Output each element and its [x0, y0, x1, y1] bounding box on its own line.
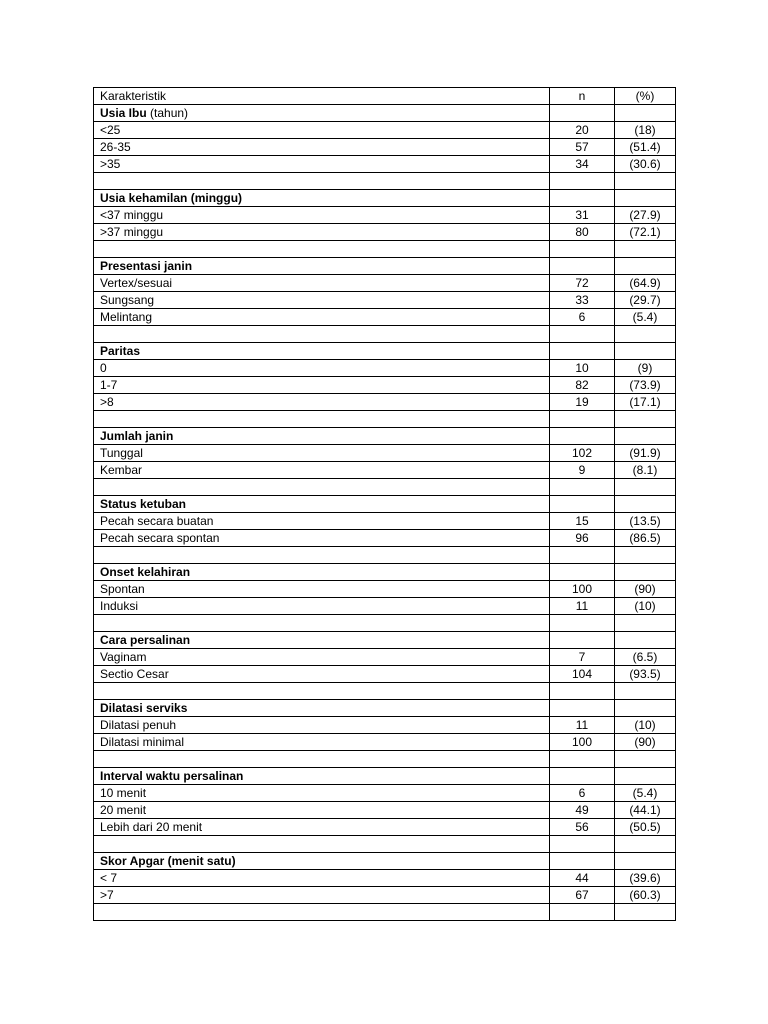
category-row: [94, 768, 676, 785]
table-row: [94, 156, 676, 173]
row-label: 10 menit: [94, 785, 550, 802]
row-label: Kembar: [94, 462, 550, 479]
row-n: 20: [550, 122, 615, 139]
row-n: 56: [550, 819, 615, 836]
table-row: [94, 360, 676, 377]
category-title-text: Dilatasi serviks: [100, 700, 188, 715]
category-title-text: Usia kehamilan (minggu): [100, 190, 243, 205]
header-percent: (%): [615, 88, 676, 105]
row-n: 100: [550, 581, 615, 598]
spacer-label-cell: [94, 615, 550, 632]
characteristics-table: [93, 87, 676, 921]
table-row: [94, 275, 676, 292]
row-percent: (8.1): [615, 462, 676, 479]
table-row: [94, 207, 676, 224]
spacer-n-cell: [550, 411, 615, 428]
row-n: 11: [550, 717, 615, 734]
row-percent: (27.9): [615, 207, 676, 224]
category-title-text: Paritas: [100, 343, 141, 358]
spacer-label-cell: [94, 904, 550, 921]
table-row: [94, 462, 676, 479]
spacer-row: [94, 241, 676, 258]
spacer-row: [94, 615, 676, 632]
category-percent-cell: [615, 853, 676, 870]
category-title-text: Interval waktu persalinan: [100, 768, 244, 783]
category-title: [94, 190, 550, 207]
table-row: [94, 394, 676, 411]
category-title: [94, 258, 550, 275]
category-n-cell: [550, 496, 615, 513]
spacer-row: [94, 411, 676, 428]
spacer-percent-cell: [615, 479, 676, 496]
row-label: Pecah secara buatan: [94, 513, 550, 530]
category-title: [94, 428, 550, 445]
row-percent: (64.9): [615, 275, 676, 292]
row-label: 0: [94, 360, 550, 377]
row-percent: (50.5): [615, 819, 676, 836]
spacer-percent-cell: [615, 751, 676, 768]
row-percent: (30.6): [615, 156, 676, 173]
spacer-label-cell: [94, 836, 550, 853]
category-title: [94, 564, 550, 581]
table-row: [94, 649, 676, 666]
table-row: [94, 598, 676, 615]
category-title: [94, 343, 550, 360]
spacer-row: [94, 751, 676, 768]
spacer-label-cell: [94, 241, 550, 258]
row-percent: (5.4): [615, 785, 676, 802]
table-row: [94, 377, 676, 394]
category-n-cell: [550, 853, 615, 870]
row-n: 44: [550, 870, 615, 887]
category-title: [94, 105, 550, 122]
spacer-label-cell: [94, 173, 550, 190]
category-title-text: Presentasi janin: [100, 258, 193, 273]
row-label: >8: [94, 394, 550, 411]
spacer-percent-cell: [615, 241, 676, 258]
row-percent: (93.5): [615, 666, 676, 683]
row-label: Spontan: [94, 581, 550, 598]
table-row: [94, 122, 676, 139]
category-title-text: Jumlah janin: [100, 428, 174, 443]
row-label: <37 minggu: [94, 207, 550, 224]
row-percent: (18): [615, 122, 676, 139]
row-percent: (6.5): [615, 649, 676, 666]
category-row: [94, 190, 676, 207]
row-label: Lebih dari 20 menit: [94, 819, 550, 836]
row-n: 6: [550, 785, 615, 802]
row-n: 49: [550, 802, 615, 819]
table-row: [94, 292, 676, 309]
spacer-n-cell: [550, 547, 615, 564]
category-n-cell: [550, 343, 615, 360]
category-percent-cell: [615, 700, 676, 717]
spacer-percent-cell: [615, 904, 676, 921]
category-title-text: Onset kelahiran: [100, 564, 191, 579]
row-percent: (13.5): [615, 513, 676, 530]
row-percent: (9): [615, 360, 676, 377]
spacer-percent-cell: [615, 411, 676, 428]
row-n: 34: [550, 156, 615, 173]
category-row: [94, 700, 676, 717]
category-title-suffix: (tahun): [146, 105, 189, 120]
category-row: [94, 428, 676, 445]
category-title: [94, 632, 550, 649]
row-label: Melintang: [94, 309, 550, 326]
spacer-n-cell: [550, 326, 615, 343]
spacer-label-cell: [94, 547, 550, 564]
row-n: 11: [550, 598, 615, 615]
table-row: [94, 785, 676, 802]
spacer-row: [94, 683, 676, 700]
header-characteristic: Karakteristik: [94, 88, 550, 105]
row-n: 67: [550, 887, 615, 904]
row-label: < 7: [94, 870, 550, 887]
category-row: [94, 496, 676, 513]
row-label: Dilatasi penuh: [94, 717, 550, 734]
row-label: Induksi: [94, 598, 550, 615]
category-title: [94, 700, 550, 717]
category-n-cell: [550, 258, 615, 275]
row-n: 15: [550, 513, 615, 530]
table-row: [94, 819, 676, 836]
category-row: [94, 258, 676, 275]
category-percent-cell: [615, 190, 676, 207]
category-n-cell: [550, 768, 615, 785]
table-row: [94, 887, 676, 904]
category-row: [94, 632, 676, 649]
spacer-row: [94, 547, 676, 564]
table-row: [94, 717, 676, 734]
row-label: Tunggal: [94, 445, 550, 462]
category-title: [94, 768, 550, 785]
row-percent: (10): [615, 717, 676, 734]
category-n-cell: [550, 190, 615, 207]
row-percent: (5.4): [615, 309, 676, 326]
row-percent: (60.3): [615, 887, 676, 904]
category-row: [94, 105, 676, 122]
category-row: [94, 564, 676, 581]
table-body: [94, 105, 676, 921]
row-label: >35: [94, 156, 550, 173]
table-row: [94, 581, 676, 598]
category-title-text: Status ketuban: [100, 496, 187, 511]
row-percent: (10): [615, 598, 676, 615]
category-percent-cell: [615, 105, 676, 122]
spacer-percent-cell: [615, 615, 676, 632]
category-title: [94, 496, 550, 513]
row-percent: (91.9): [615, 445, 676, 462]
row-n: 104: [550, 666, 615, 683]
row-n: 33: [550, 292, 615, 309]
category-title: [94, 853, 550, 870]
header-row: [94, 88, 676, 105]
category-row: [94, 853, 676, 870]
spacer-n-cell: [550, 904, 615, 921]
table-row: [94, 139, 676, 156]
spacer-n-cell: [550, 751, 615, 768]
spacer-row: [94, 326, 676, 343]
spacer-n-cell: [550, 479, 615, 496]
spacer-n-cell: [550, 615, 615, 632]
spacer-n-cell: [550, 683, 615, 700]
spacer-label-cell: [94, 411, 550, 428]
category-percent-cell: [615, 258, 676, 275]
row-percent: (86.5): [615, 530, 676, 547]
table-row: [94, 734, 676, 751]
category-percent-cell: [615, 768, 676, 785]
row-n: 9: [550, 462, 615, 479]
category-title-text: Cara persalinan: [100, 632, 191, 647]
spacer-label-cell: [94, 751, 550, 768]
spacer-row: [94, 479, 676, 496]
row-percent: (39.6): [615, 870, 676, 887]
spacer-row: [94, 173, 676, 190]
row-percent: (17.1): [615, 394, 676, 411]
row-percent: (44.1): [615, 802, 676, 819]
row-n: 6: [550, 309, 615, 326]
row-label: Dilatasi minimal: [94, 734, 550, 751]
row-n: 100: [550, 734, 615, 751]
category-row: [94, 343, 676, 360]
row-percent: (51.4): [615, 139, 676, 156]
spacer-n-cell: [550, 241, 615, 258]
row-n: 31: [550, 207, 615, 224]
table-row: [94, 445, 676, 462]
spacer-n-cell: [550, 173, 615, 190]
table-row: [94, 224, 676, 241]
spacer-label-cell: [94, 683, 550, 700]
category-percent-cell: [615, 496, 676, 513]
spacer-percent-cell: [615, 547, 676, 564]
table-row: [94, 309, 676, 326]
row-label: Vertex/sesuai: [94, 275, 550, 292]
category-n-cell: [550, 428, 615, 445]
row-n: 102: [550, 445, 615, 462]
spacer-n-cell: [550, 836, 615, 853]
table-row: [94, 666, 676, 683]
row-n: 57: [550, 139, 615, 156]
row-n: 82: [550, 377, 615, 394]
row-percent: (90): [615, 581, 676, 598]
category-n-cell: [550, 564, 615, 581]
spacer-percent-cell: [615, 836, 676, 853]
row-percent: (29.7): [615, 292, 676, 309]
row-label: 1-7: [94, 377, 550, 394]
category-title-text: Skor Apgar (menit satu): [100, 853, 236, 868]
spacer-percent-cell: [615, 173, 676, 190]
spacer-percent-cell: [615, 326, 676, 343]
spacer-percent-cell: [615, 683, 676, 700]
row-label: 26-35: [94, 139, 550, 156]
row-label: >37 minggu: [94, 224, 550, 241]
category-title-text: Usia Ibu: [100, 105, 147, 120]
row-label: 20 menit: [94, 802, 550, 819]
category-n-cell: [550, 700, 615, 717]
row-n: 80: [550, 224, 615, 241]
table-row: [94, 802, 676, 819]
category-percent-cell: [615, 632, 676, 649]
category-percent-cell: [615, 428, 676, 445]
row-label: Sungsang: [94, 292, 550, 309]
table-row: [94, 513, 676, 530]
row-n: 19: [550, 394, 615, 411]
category-n-cell: [550, 105, 615, 122]
row-percent: (73.9): [615, 377, 676, 394]
category-percent-cell: [615, 343, 676, 360]
row-label: Vaginam: [94, 649, 550, 666]
row-label: >7: [94, 887, 550, 904]
table-row: [94, 530, 676, 547]
row-label: Pecah secara spontan: [94, 530, 550, 547]
row-percent: (90): [615, 734, 676, 751]
row-label: <25: [94, 122, 550, 139]
spacer-row: [94, 836, 676, 853]
spacer-label-cell: [94, 479, 550, 496]
category-n-cell: [550, 632, 615, 649]
spacer-label-cell: [94, 326, 550, 343]
row-n: 10: [550, 360, 615, 377]
row-percent: (72.1): [615, 224, 676, 241]
category-percent-cell: [615, 564, 676, 581]
header-n: n: [550, 88, 615, 105]
row-n: 7: [550, 649, 615, 666]
row-n: 72: [550, 275, 615, 292]
spacer-row: [94, 904, 676, 921]
row-label: Sectio Cesar: [94, 666, 550, 683]
row-n: 96: [550, 530, 615, 547]
table-row: [94, 870, 676, 887]
